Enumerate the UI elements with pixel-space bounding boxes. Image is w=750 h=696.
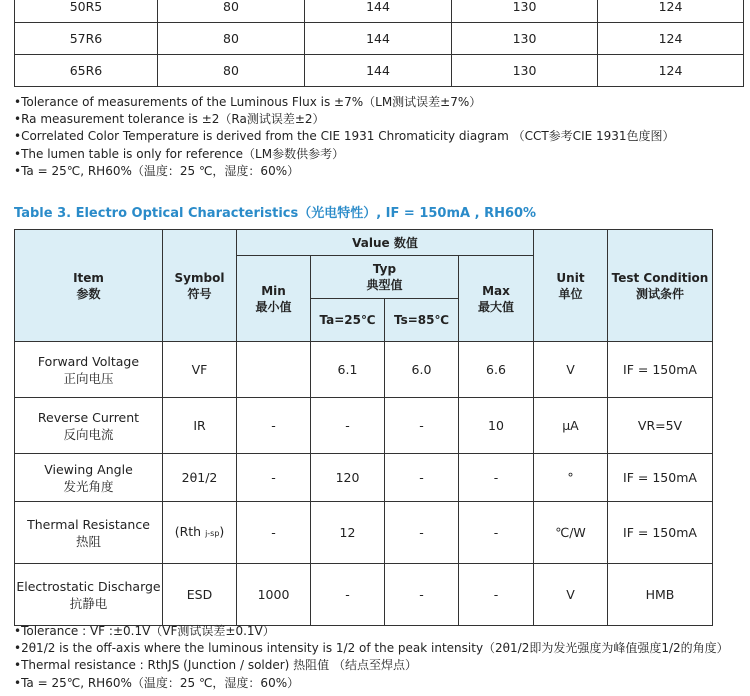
header-typ-ts85: Ts=85℃ [385,299,459,342]
cell-unit: V [534,564,608,626]
cell-item: Viewing Angle 发光角度 [15,454,163,502]
table-row [15,342,713,398]
cell-condition: IF = 150mA [608,502,713,564]
header-typ-ta25: Ta=25℃ [311,299,385,342]
cell-symbol: (Rth j-sp) [163,502,237,564]
note-line: •Tolerance : VF :±0.1V（VF测试误差±0.1V） [14,624,275,638]
flux-cell: 130 [452,23,598,55]
flux-cell: 144 [305,0,452,23]
flux-cell: 124 [598,23,744,55]
table-row [15,502,713,564]
note-line: •Ta = 25℃, RH60%（温度：25 ℃，湿度：60%） [14,163,300,178]
header-value: Value 数值 [237,230,534,256]
table-row [15,454,713,502]
cell-max: - [459,502,534,564]
flux-cell: 130 [452,55,598,87]
flux-cell: 130 [452,0,598,23]
cell-condition: IF = 150mA [608,454,713,502]
cell-max: 6.6 [459,342,534,398]
flux-cell: 124 [598,55,744,87]
cell-condition: IF = 150mA [608,342,713,398]
cell-symbol: ESD [163,564,237,626]
header-min: Min 最小值 [237,256,311,342]
flux-row [15,0,744,23]
flux-cell: 50R5 [15,0,158,23]
cell-typ-ts85: - [385,454,459,502]
cell-typ-ts85: 6.0 [385,342,459,398]
header-test-condition: Test Condition 测试条件 [608,230,713,342]
cell-min: - [237,502,311,564]
flux-cell: 65R6 [15,55,158,87]
note-line: •Thermal resistance : RthJS (Junction / solder) 热阻值 （结点至焊点） [14,658,417,673]
flux-cell: 124 [598,0,744,23]
header-item: Item 参数 [15,230,163,342]
flux-row [15,55,744,87]
flux-cell: 144 [305,23,452,55]
cell-item: Electrostatic Discharge 抗静电 [15,564,163,626]
note-line: •2θ1/2 is the off-axis where the luminous intensity is 1/2 of the peak intensity（2θ1/2即为发光强度为峰值强度1/2的角度） [14,641,729,656]
flux-cell: 144 [305,55,452,87]
cell-min: - [237,398,311,454]
cell-unit: V [534,342,608,398]
cell-typ-ta25: 120 [311,454,385,502]
flux-cell: 80 [158,55,305,87]
cell-min [237,342,311,398]
electro-optical-table [14,229,713,626]
cell-typ-ts85: - [385,564,459,626]
flux-table-body [15,0,744,87]
cell-item: Forward Voltage 正向电压 [15,342,163,398]
flux-table [14,0,744,87]
header-typ: Typ 典型值 [311,256,459,299]
header-unit: Unit 单位 [534,230,608,342]
cell-min: - [237,454,311,502]
cell-min: 1000 [237,564,311,626]
cell-typ-ts85: - [385,502,459,564]
table-row [15,398,713,454]
cell-max: 10 [459,398,534,454]
note-line: •Ra measurement tolerance is ±2（Ra测试误差±2） [14,112,325,127]
flux-cell: 80 [158,0,305,23]
table3-title: Table 3. Electro Optical Characteristics（光电特性）, IF = 150mA , RH60% [14,206,537,221]
note-line: •The lumen table is only for reference（LM参数供参考） [14,146,345,161]
cell-symbol: IR [163,398,237,454]
flux-notes [14,94,675,180]
cell-unit: μA [534,398,608,454]
cell-typ-ta25: - [311,398,385,454]
cell-typ-ts85: - [385,398,459,454]
cell-max: - [459,454,534,502]
cell-typ-ta25: - [311,564,385,626]
cell-unit: ℃/W [534,502,608,564]
cell-item: Reverse Current 反向电流 [15,398,163,454]
flux-cell: 80 [158,23,305,55]
note-line: •Tolerance of measurements of the Luminous Flux is ±7%（LM测试误差±7%） [14,95,482,109]
cell-typ-ta25: 6.1 [311,342,385,398]
cell-symbol: 2θ1/2 [163,454,237,502]
header-max: Max 最大值 [459,256,534,342]
flux-cell: 57R6 [15,23,158,55]
note-line: •Correlated Color Temperature is derived from the CIE 1931 Chromaticity diagram （CCT参考CIE 1931色度图） [14,129,675,144]
table3-notes [14,623,729,692]
cell-symbol: VF [163,342,237,398]
cell-typ-ta25: 12 [311,502,385,564]
table-row [15,564,713,626]
cell-max: - [459,564,534,626]
cell-unit: ° [534,454,608,502]
cell-item: Thermal Resistance 热阻 [15,502,163,564]
header-symbol: Symbol 符号 [163,230,237,342]
flux-row [15,23,744,55]
electro-optical-body [15,342,713,626]
cell-condition: VR=5V [608,398,713,454]
cell-condition: HMB [608,564,713,626]
note-line: •Ta = 25℃, RH60%（温度：25 ℃，湿度：60%） [14,675,300,690]
